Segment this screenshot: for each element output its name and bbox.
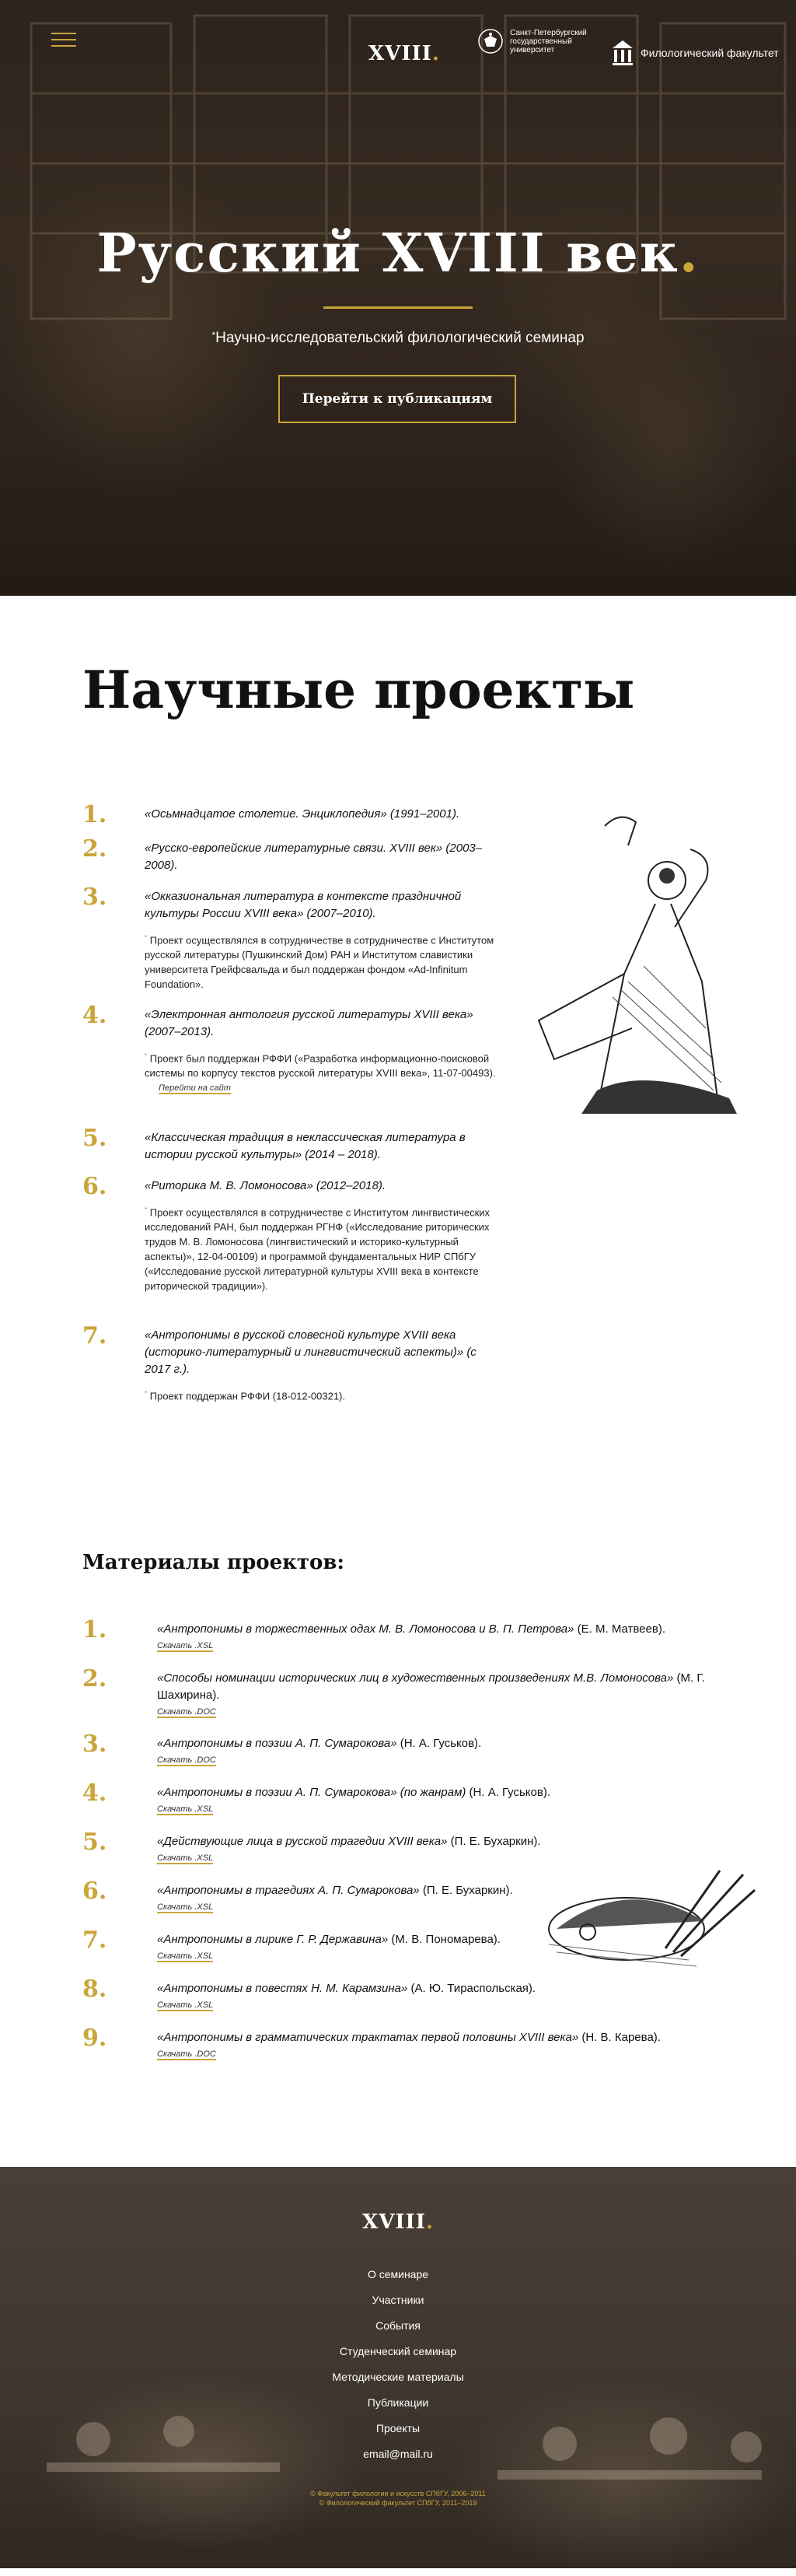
menu-burger-button[interactable]: [51, 33, 76, 50]
project-note: * Проект осуществлялся в сотрудничестве в сотрудничестве с Институтом русской литературы (Пушкинский Дом) РАН и Институтом славистики университета Грейфсвальда и был поддержан фондом «Ad-Infinitum Foundation».: [145, 934, 494, 991]
hero-section: [0, 0, 796, 596]
project-title: «Антропонимы в русской словесной культуре XVIII века (историко-литературный и лингвистический аспекты)» (с 2017 г.).: [145, 1328, 477, 1376]
burger-line: [51, 39, 76, 40]
copyright: [0, 2489, 796, 2508]
project-title: «Осьмнадцатое столетие. Энциклопедия» (1991–2001).: [145, 807, 460, 821]
project-item: [82, 1125, 502, 1178]
eagle-emblem-icon: [477, 28, 504, 54]
material-title-text: «Способы номинации исторических лиц в художественных произведениях М.В. Ломоносова»: [157, 1671, 674, 1685]
material-title: [157, 2029, 720, 2046]
footer-nav-student-seminar[interactable]: Студенческий семинар: [339, 2345, 457, 2357]
download-link[interactable]: Скачать .XSL: [157, 1804, 214, 1814]
download-link[interactable]: Скачать .XSL: [157, 1853, 214, 1863]
logo-text: XVIII: [368, 42, 432, 65]
materials-list: [82, 1616, 720, 2078]
footer-nav-events[interactable]: События: [375, 2319, 421, 2332]
project-title: «Риторика М. В. Ломоносова» (2012–2018).: [145, 1179, 386, 1192]
download-link[interactable]: Скачать .XSL: [157, 1641, 214, 1650]
footer-logo-text: XVIII: [362, 2210, 426, 2234]
angel-engraving-illustration: [488, 795, 745, 1122]
material-title-text: «Антропонимы в лирике Г. Р. Державина»: [157, 1933, 389, 1946]
material-author: (П. Е. Бухаркин).: [422, 1884, 513, 1897]
material-title: [157, 1621, 720, 1638]
hero-title: [0, 222, 796, 285]
material-number: 7.: [82, 1927, 107, 1954]
material-title: [157, 1735, 720, 1752]
material-item: [82, 1616, 720, 1670]
university-logo[interactable]: [477, 28, 595, 54]
material-author: (Н. А. Гуськов).: [469, 1786, 551, 1799]
download-link[interactable]: Скачать .DOC: [157, 1755, 216, 1765]
hero-subtitle-text: Научно-исследовательский филологический семинар: [215, 330, 585, 346]
download-link[interactable]: Скачать .XSL: [157, 2000, 214, 2010]
material-title: [157, 1980, 720, 1997]
footer-nav: [0, 2266, 796, 2472]
projects-section: [0, 596, 796, 1521]
material-number: 4.: [82, 1780, 107, 1807]
go-to-site-link[interactable]: Перейти на сайт: [159, 1083, 231, 1094]
project-note: * Проект осуществлялся в сотрудничестве с Институтом лингвистических исследований РАН, был поддержан РГНФ («Исследование риторических трудов М. В. Ломоносова (лингвистический и историко-культурный аспекты)», 12-04-00109) и программой фундаментальных НИР СПбГУ («Исследование русской литературной культуры XVIII века в контексте риторической традиции»).: [145, 1206, 491, 1293]
project-title: «Электронная антология русской литературы XVIII века» (2007–2013).: [145, 1008, 473, 1038]
material-number: 2.: [82, 1665, 107, 1692]
project-item: [82, 835, 502, 888]
material-title-text: «Антропонимы в поэзии А. П. Сумарокова»: [157, 1737, 397, 1750]
project-note-text: Проект осуществлялся в сотрудничестве в сотрудничестве с Институтом русской литературы (Пушкинский Дом) РАН и Институтом славистики университета Грейфсвальда и был поддержан фондом «Ad-Infinitum Foundation».: [145, 934, 494, 991]
title-underline: [323, 306, 473, 309]
project-item: [82, 801, 502, 840]
logo-dot: .: [431, 42, 440, 65]
project-number: 7.: [82, 1322, 107, 1349]
material-author: (А. Ю. Тираспольская).: [410, 1982, 536, 1995]
project-item: [82, 1002, 502, 1129]
materials-section: [0, 1521, 796, 2167]
material-title-text: «Действующие лица в русской трагедии XVIII века»: [157, 1835, 448, 1848]
footer-logo-dot: .: [425, 2210, 434, 2234]
material-title: [157, 1833, 720, 1850]
copyright-line: © Факультет филологии и искусств СПбГУ, 2006–2011: [310, 2490, 486, 2497]
university-name: Санкт-Петербургский государственный университет: [510, 28, 587, 54]
material-item: [82, 1780, 720, 1833]
footer-nav-methodical-materials[interactable]: Методические материалы: [332, 2371, 464, 2383]
site-footer: [0, 2167, 796, 2568]
project-title: «Русско-европейские литературные связи. XVIII век» (2003–2008).: [145, 842, 483, 872]
palette-engraving-illustration: [533, 1867, 759, 1976]
materials-heading: Материалы проектов:: [82, 1551, 345, 1574]
material-author: (П. Е. Бухаркин).: [450, 1835, 541, 1848]
project-note-text: Проект поддержан РФФИ (18-012-00321).: [149, 1390, 345, 1402]
footer-nav-participants[interactable]: Участники: [372, 2294, 424, 2306]
material-number: 5.: [82, 1829, 107, 1856]
material-title-text: «Антропонимы в грамматических трактатах первой половины XVIII века»: [157, 2031, 579, 2044]
project-note-text: Проект был поддержан РФФИ («Разработка информационно-поисковой системы по корпусу текстов русской литературы XVIII века», 11-07-00493).: [145, 1052, 496, 1080]
site-logo[interactable]: [368, 42, 440, 65]
project-note: * Проект поддержан РФФИ (18-012-00321).: [145, 1390, 345, 1402]
material-number: 3.: [82, 1731, 107, 1758]
project-title: «Окказиональная литература в контексте праздничной культуры России XVIII века» (2007–2010).: [145, 890, 462, 920]
project-note-text: Проект осуществлялся в сотрудничестве с Институтом лингвистических исследований РАН, был поддержан РГНФ («Исследование риторических трудов М. В. Ломоносова (лингвистический и историко-культурный аспекты)», 12-04-00109) и программой фундаментальных НИР СПбГУ («Исследование русской литературной культуры XVIII века в контексте риторической традиции»).: [145, 1206, 491, 1293]
project-item: [82, 884, 502, 1006]
faculty-building-icon: [611, 39, 634, 67]
subtitle-asterisk: *: [211, 330, 216, 341]
footer-nav-projects[interactable]: Проекты: [375, 2422, 421, 2434]
hero-subtitle: [0, 330, 796, 347]
burger-line: [51, 33, 76, 34]
material-title-text: «Антропонимы в поэзии А. П. Сумарокова» (по жанрам): [157, 1786, 466, 1799]
material-title-text: «Антропонимы в повестях Н. М. Карамзина»: [157, 1982, 408, 1995]
material-number: 9.: [82, 2025, 107, 2052]
material-author: (Н. А. Гуськов).: [400, 1737, 482, 1750]
project-number: 1.: [82, 801, 107, 828]
faculty-logo[interactable]: [611, 39, 779, 67]
hero-overlay: [0, 0, 796, 596]
footer-nav-about[interactable]: О семинаре: [367, 2268, 429, 2280]
material-number: 6.: [82, 1878, 107, 1905]
footer-logo[interactable]: [0, 2210, 796, 2234]
material-title-text: «Антропонимы в торжественных одах М. В. Ломоносова и В. П. Петрова»: [157, 1622, 574, 1636]
material-author: (М. Г. Шахирина).: [157, 1671, 705, 1702]
material-item: [82, 1731, 720, 1784]
project-item: [82, 1173, 502, 1327]
copyright-line: © Филологический факультет СПбГУ, 2011–2019: [319, 2499, 477, 2507]
material-author: (Н. В. Карева).: [581, 2031, 661, 2044]
download-link[interactable]: Скачать .XSL: [157, 1951, 214, 1961]
projects-heading: Научные проекты: [82, 660, 635, 720]
download-link[interactable]: Скачать .DOC: [157, 1707, 216, 1717]
project-number: 4.: [82, 1002, 107, 1029]
download-link[interactable]: Скачать .DOC: [157, 2049, 216, 2059]
material-author: (М. В. Пономарева).: [391, 1933, 501, 1946]
project-title: «Классическая традиция в неклассическая литература в истории русской культуры» (2014 – 2018).: [145, 1131, 466, 1161]
footer-email-link[interactable]: email@mail.ru: [363, 2448, 433, 2460]
material-title-text: «Антропонимы в трагедиях А. П. Сумарокова»: [157, 1884, 420, 1897]
hero-title-text: Русский XVIII век: [96, 222, 679, 285]
material-item: [82, 2025, 720, 2078]
material-item: [82, 1976, 720, 2029]
faculty-name: Филологический факультет: [641, 47, 779, 59]
download-link[interactable]: Скачать .XSL: [157, 1902, 214, 1912]
material-item: [82, 1665, 720, 1735]
hero-title-dot: .: [679, 222, 700, 285]
to-publications-button[interactable]: Перейти к публикациям: [278, 375, 516, 423]
project-number: 3.: [82, 884, 107, 911]
material-number: 1.: [82, 1616, 107, 1643]
projects-list: [82, 801, 502, 1420]
material-title: [157, 1784, 720, 1801]
material-number: 8.: [82, 1976, 107, 2003]
material-title: [157, 1670, 720, 1704]
project-number: 5.: [82, 1125, 107, 1152]
project-item: [82, 1322, 502, 1420]
project-number: 6.: [82, 1173, 107, 1200]
project-note: * Проект был поддержан РФФИ («Разработка информационно-поисковой системы по корпусу текстов русской литературы XVIII века», 11-07-00493).: [145, 1052, 496, 1080]
footer-nav-publications[interactable]: Публикации: [367, 2396, 429, 2409]
project-number: 2.: [82, 835, 107, 863]
burger-line: [51, 45, 76, 47]
material-author: (Е. М. Матвеев).: [577, 1622, 665, 1636]
